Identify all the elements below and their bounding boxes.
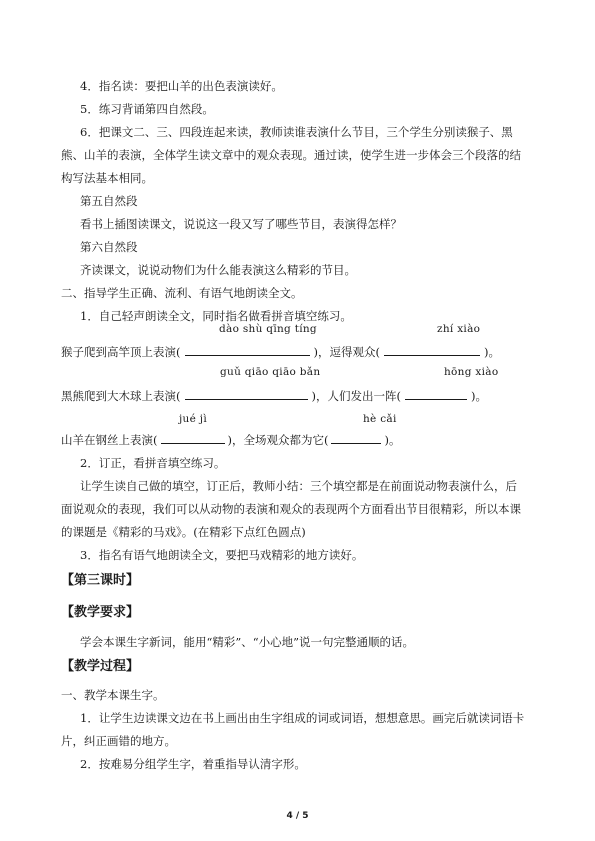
paragraph-line: 的课题是《精彩的马戏》。(在精彩下点红色圆点) (61, 525, 306, 539)
paragraph-line: 6．把课文二、三、四段连起来读，教师读谁表演什么节目，三个学生分别读猴子、黑 (80, 125, 513, 139)
paragraph-line: 2．按难易分组学生字，着重指导认清字形。 (80, 757, 306, 771)
paragraph-line: 面说观众的表现，我们可以从动物的表演和观众的表现两个方面看出节目很精彩，所以本课 (61, 502, 521, 516)
pinyin-hint: hè cǎi (363, 413, 397, 425)
answer-blank[interactable] (185, 387, 308, 400)
pinyin-hint: guǔ qiāo qiāo bǎn (220, 366, 321, 378)
sentence-part: 猴子爬到高竿顶上表演( (61, 345, 181, 359)
paragraph-line: 构写法基本相同。 (61, 171, 153, 185)
paragraph-line: 齐读课文，说说动物们为什么能表演这么精彩的节目。 (80, 263, 356, 277)
paragraph-line: 3．指名有语气地朗读全文，要把马戏精彩的地方读好。 (80, 548, 364, 562)
paragraph-line: 二、指导学生正确、流利、有语气地朗读全文。 (61, 286, 303, 300)
pinyin-hint: jué jì (179, 413, 207, 425)
paragraph-line: 看书上插图读课文，说说这一段又写了哪些节目，表演得怎样？ (80, 217, 402, 231)
answer-blank[interactable] (384, 343, 480, 356)
sentence-part: )。 (483, 345, 500, 359)
paragraph-line: 学会本课生字新词，能用“精彩”、“小心地”说一句完整通顺的话。 (80, 635, 415, 649)
paragraph-line: 2．订正，看拼音填空练习。 (80, 456, 226, 470)
section-heading: 【教学过程】 (61, 659, 140, 674)
paragraph-line: 熊、山羊的表演，全体学生读文章中的观众表现。通过读，使学生进一步体会三个段落的结 (61, 148, 521, 162)
sentence-part: )，全场观众都为它( (227, 433, 329, 447)
fill-blank-sentence (61, 343, 500, 360)
paragraph-line: 让学生读自己做的填空，订正后，教师小结：三个填空都是在前面说动物表演什么，后 (80, 479, 517, 493)
sentence-part: 山羊在钢丝上表演( (61, 433, 158, 447)
pinyin-hint: dào shù qīng tíng (219, 323, 317, 335)
fill-blank-sentence (61, 431, 400, 448)
sentence-part: )。 (384, 433, 401, 447)
fill-blank-sentence (61, 387, 487, 404)
paragraph-line: 第五自然段 (80, 194, 138, 208)
sentence-part: )，逗得观众( (313, 345, 380, 359)
pinyin-hint: zhí xiào (437, 323, 481, 335)
sentence-part: )，人们发出一阵( (311, 389, 401, 403)
paragraph-line: 1．自己轻声朗读全文，同时指名做看拼音填空练习。 (80, 309, 352, 323)
pinyin-hint: hōng xiào (444, 366, 499, 378)
sentence-part: )。 (470, 389, 487, 403)
paragraph-line: 1．让学生边读课文边在书上画出由生字组成的词或词语，想想意思。画完后就读词语卡 (80, 711, 525, 725)
paragraph-line: 一、教学本课生字。 (61, 688, 165, 702)
answer-blank[interactable] (185, 343, 310, 356)
answer-blank[interactable] (405, 387, 467, 400)
paragraph-line: 片，纠正画错的地方。 (61, 734, 176, 748)
section-heading: 【教学要求】 (61, 605, 140, 620)
answer-blank[interactable] (161, 431, 225, 444)
paragraph-line: 第六自然段 (80, 240, 138, 254)
paragraph-line: 4．指名读：要把山羊的出色表演读好。 (80, 79, 283, 93)
answer-blank[interactable] (331, 431, 381, 444)
paragraph-line: 5．练习背诵第四自然段。 (80, 102, 214, 116)
sentence-part: 黑熊爬到大木球上表演( (61, 389, 181, 403)
section-heading: 【第三课时】 (61, 573, 140, 588)
page-number: 4 / 5 (286, 811, 309, 821)
